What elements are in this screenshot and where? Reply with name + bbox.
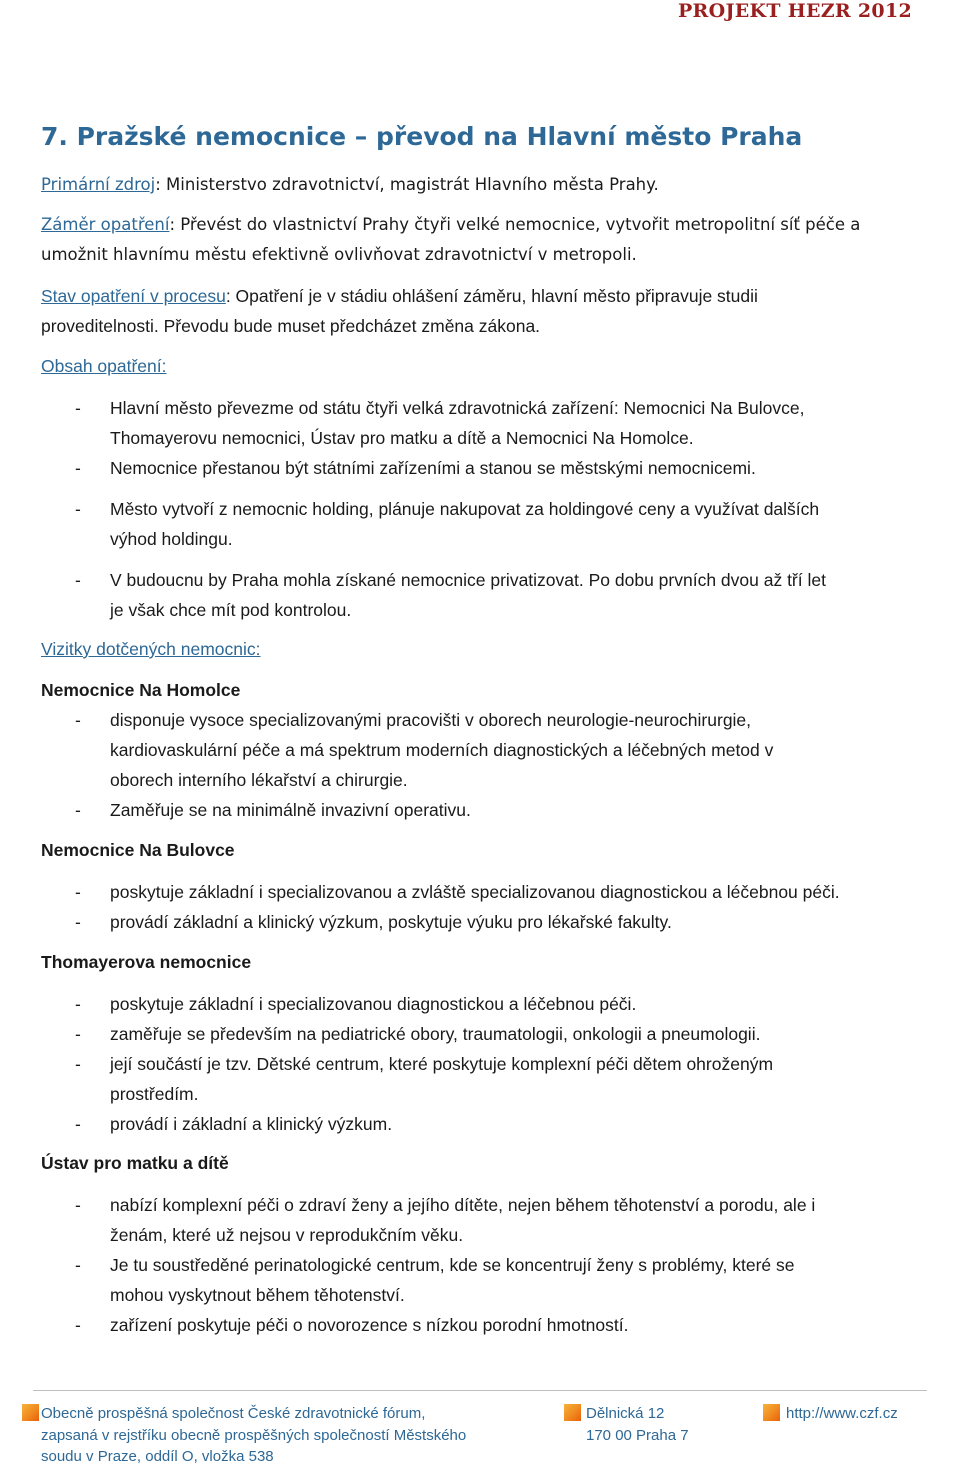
list-item-line: - provádí i základní a klinický výzkum.	[110, 1114, 393, 1134]
status-text-line1: : Opatření je v stádiu ohlášení záměru, hlavní město připravuje studii	[225, 286, 758, 306]
list-item-line: - poskytuje základní i specializovanou diagnostickou a léčebnou péči.	[110, 994, 637, 1014]
list-item	[41, 1109, 921, 1139]
status-text-line2: proveditelnosti. Převodu bude muset předcházet změna zákona.	[41, 316, 541, 336]
page-title: 7. Pražské nemocnice – převod na Hlavní město Praha	[41, 122, 803, 151]
status-label: Stav opatření v procesu	[41, 286, 226, 306]
primary-source-label: Primární zdroj	[41, 175, 156, 194]
cards-label-paragraph	[41, 634, 921, 664]
list-item-line: oborech interního lékařství a chirurgie.	[110, 770, 408, 790]
list-item-line: - zařízení poskytuje péči o novorozence s nízkou porodní hmotností.	[110, 1315, 629, 1335]
list-item-line: - Nemocnice přestanou být státními zařízeními a stanou se městskými nemocnicemi.	[110, 458, 756, 478]
hospital-heading-homolka: Nemocnice Na Homolce	[41, 680, 241, 700]
list-item	[41, 1310, 921, 1340]
footer-org-bullet-icon	[22, 1404, 39, 1421]
list-item-line: - její součástí je tzv. Dětské centrum, které poskytuje komplexní péči dětem ohroženým	[110, 1054, 774, 1074]
intent-text-line2: umožnit hlavnímu městu efektivně ovlivňovat zdravotnictví v metropoli.	[41, 245, 637, 264]
hospital-heading-bulovka: Nemocnice Na Bulovce	[41, 840, 235, 860]
hospital-heading-upmd: Ústav pro matku a dítě	[41, 1153, 229, 1173]
list-item-line: - Hlavní město převezme od státu čtyři velká zdravotnická zařízení: Nemocnici Na Bulovce,	[110, 398, 805, 418]
status-paragraph	[41, 281, 921, 341]
list-item-line: kardiovaskulární péče a má spektrum moderních diagnostických a léčebných metod v	[110, 740, 774, 760]
list-item-line: - Zaměřuje se na minimálně invazivní operativu.	[110, 800, 471, 820]
hospital-list-thomayer	[41, 989, 921, 1139]
list-item	[41, 989, 921, 1019]
list-item	[41, 1190, 921, 1250]
footer-divider	[33, 1390, 927, 1391]
list-item-line: mohou vyskytnout během těhotenství.	[110, 1285, 405, 1305]
list-item	[41, 1250, 921, 1310]
footer-address-line: Dělnická 12	[586, 1405, 665, 1422]
list-item-line: - V budoucnu by Praha mohla získané nemocnice privatizovat. Po dobu prvních dvou až tří let	[110, 570, 826, 590]
list-item-line: Thomayerovu nemocnici, Ústav pro matku a dítě a Nemocnici Na Homolce.	[110, 428, 694, 448]
list-item	[41, 907, 921, 937]
hospital-list-bulovka	[41, 877, 921, 937]
content-label-paragraph	[41, 351, 921, 381]
list-item-line: - poskytuje základní i specializovanou a zvláště specializovanou diagnostickou a léčebnou péči.	[110, 882, 840, 902]
list-item	[41, 795, 921, 825]
list-item	[41, 1019, 921, 1049]
document-header-title: PROJEKT HEZR 2012	[677, 0, 912, 22]
list-item	[41, 393, 921, 453]
list-item	[41, 705, 921, 795]
footer-org-line: soudu v Praze, oddíl O, vložka 538	[41, 1448, 274, 1465]
list-item-line: - Město vytvoří z nemocnic holding, plánuje nakupovat za holdingové ceny a využívat dalších	[110, 499, 820, 519]
list-item	[41, 877, 921, 907]
footer-address-bullet-icon	[564, 1404, 581, 1421]
content-list	[41, 393, 921, 625]
list-item-line: - zaměřuje se především na pediatrické obory, traumatologii, onkologii a pneumologii.	[110, 1024, 761, 1044]
hospital-list-homolka	[41, 705, 921, 825]
list-item	[41, 494, 921, 554]
intent-paragraph	[41, 210, 921, 270]
list-item-line: prostředím.	[110, 1084, 199, 1104]
footer-org-line: zapsaná v rejstříku obecně prospěšných společností Městského	[41, 1426, 467, 1444]
primary-source-paragraph	[41, 170, 921, 200]
list-item	[41, 453, 921, 483]
hospital-list-upmd	[41, 1190, 921, 1340]
list-item-line: - disponuje vysoce specializovanými pracovišti v oborech neurologie-neurochirurgie,	[110, 710, 752, 730]
list-item	[41, 565, 921, 625]
list-item-line: výhod holdingu.	[110, 529, 233, 549]
list-item-line: je však chce mít pod kontrolou.	[110, 600, 352, 620]
cards-label: Vizitky dotčených nemocnic:	[41, 639, 261, 659]
footer-website-link[interactable]: http://www.czf.cz	[786, 1405, 898, 1422]
primary-source-text: : Ministerstvo zdravotnictví, magistrát Hlavního města Prahy.	[155, 175, 659, 194]
footer-org-line: Obecně prospěšná společnost České zdravotnické fórum,	[41, 1405, 426, 1422]
intent-text-line1: : Převést do vlastnictví Prahy čtyři velké nemocnice, vytvořit metropolitní síť péče a	[169, 215, 861, 234]
intent-label: Záměr opatření	[41, 215, 170, 234]
list-item-line: - Je tu soustředěné perinatologické centrum, kde se koncentrují ženy s problémy, které se	[110, 1255, 795, 1275]
footer-organization	[41, 1403, 466, 1468]
footer-address	[586, 1403, 689, 1446]
hospital-heading-thomayer: Thomayerova nemocnice	[41, 952, 252, 972]
content-label: Obsah opatření:	[41, 356, 167, 376]
footer-web-bullet-icon	[763, 1404, 780, 1421]
list-item-line: - nabízí komplexní péči o zdraví ženy a jejího dítěte, nejen během těhotenství a porodu, ale i	[110, 1195, 816, 1215]
footer-address-line: 170 00 Praha 7	[586, 1426, 689, 1444]
list-item-line: - provádí základní a klinický výzkum, poskytuje výuku pro lékařské fakulty.	[110, 912, 672, 932]
list-item-line: ženám, které už nejsou v reprodukčním věku.	[110, 1225, 464, 1245]
list-item	[41, 1049, 921, 1109]
